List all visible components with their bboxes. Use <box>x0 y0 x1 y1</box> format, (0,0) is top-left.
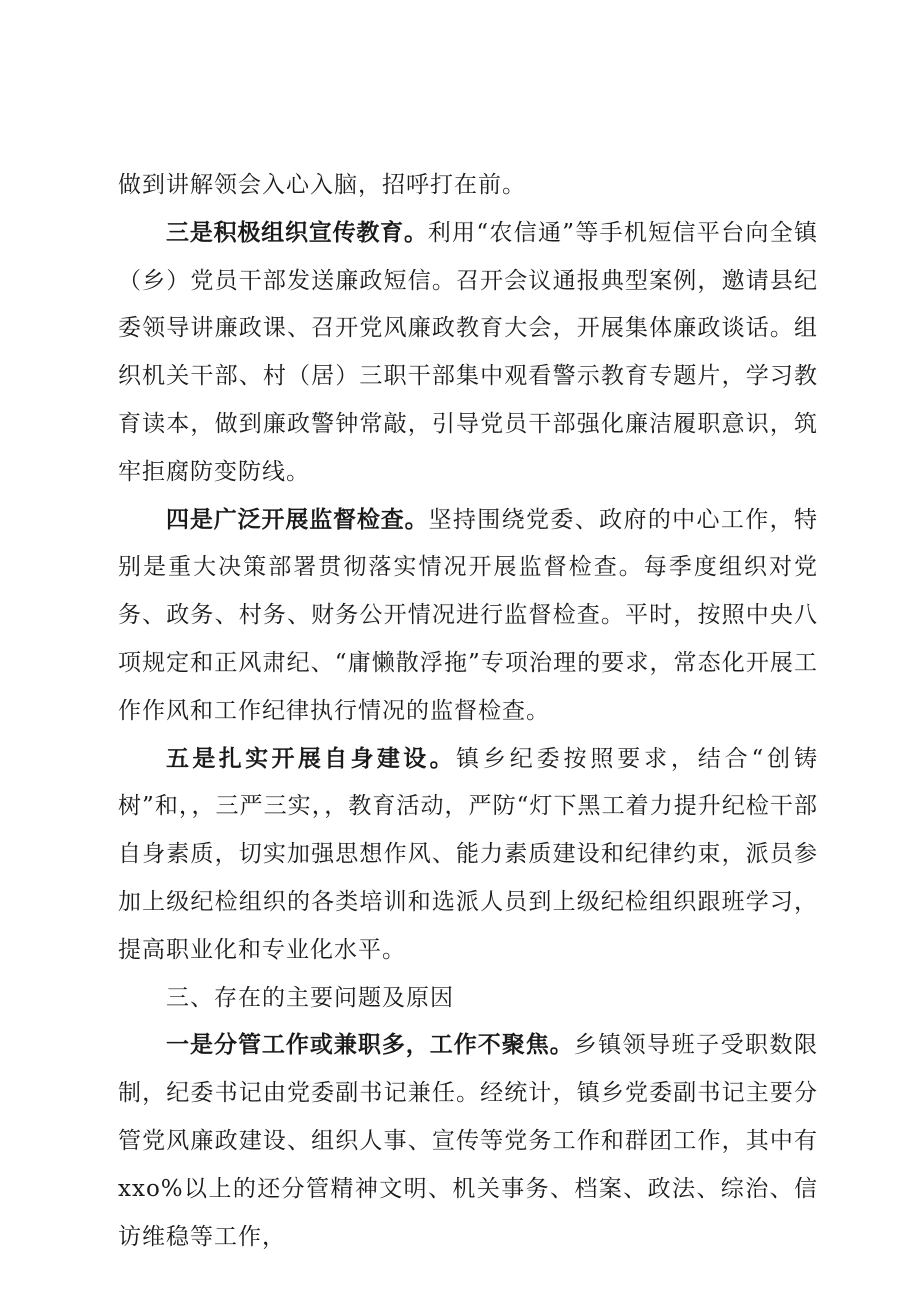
paragraph-lead: 四是广泛开展监督检查。 <box>166 506 429 533</box>
paragraph-body: 乡镇领导班子受职数限制，纪委书记由党委副书记兼任。经统计，镇乡党委副书记主要分管党风廉政建设、组织人事、宣传等党务工作和群团工作，其中有 xxo%以上的还分管精神文明、机关事务、档案、政法、综治、信访维稳等工作， <box>118 1032 819 1250</box>
paragraph-lead: 一是分管工作或兼职多，工作不聚焦。 <box>166 1032 574 1059</box>
continuation-paragraph: 做到讲解领会入心入脑，招呼打在前。 <box>118 172 526 198</box>
paragraph-body: 利用“农信通”等手机短信平台向全镇（乡）党员干部发送廉政短信。召开会议通报典型案例，邀请县纪委领导讲廉政课、召开党风廉政教育大会，开展集体廉政谈话。组织机关干部、村（居）三职干部集中观看警示教育专题片，学习教育读本，做到廉政警钟常敲，引导党员干部强化廉洁履职意识，筑牢拒腐防变防线。 <box>118 219 818 485</box>
paragraph-main-problems <box>118 1022 818 1261</box>
section-heading: 三、存在的主要问题及原因 <box>166 984 454 1011</box>
document-page <box>118 162 818 1261</box>
paragraph-lead: 三是积极组织宣传教育。 <box>166 219 428 246</box>
paragraph-body: 镇乡纪委按照要求，结合“创铸树”和，，三严三实，，教育活动，严防“灯下黑工着力提升纪检干部自身素质，切实加强思想作风、能力素质建设和纪律约束，派员参加上级纪检组织的各类培训和选派人员到上级纪检组织跟班学习，提高职业化和专业化水平。 <box>118 745 819 963</box>
paragraph-publicity-education <box>118 210 818 497</box>
paragraph-supervision-inspection <box>118 497 818 736</box>
paragraph-self-construction <box>118 736 818 975</box>
paragraph-lead: 五是扎实开展自身建设。 <box>166 745 457 772</box>
paragraph-body: 坚持围绕党委、政府的中心工作，特别是重大决策部署贯彻落实情况开展监督检查。每季度组织对党务、政务、村务、财务公开情况进行监督检查。平时，按照中央八项规定和正风肃纪、“庸懒散浮拖”专项治理的要求，常态化开展工作作风和工作纪律执行情况的监督检查。 <box>118 506 819 724</box>
